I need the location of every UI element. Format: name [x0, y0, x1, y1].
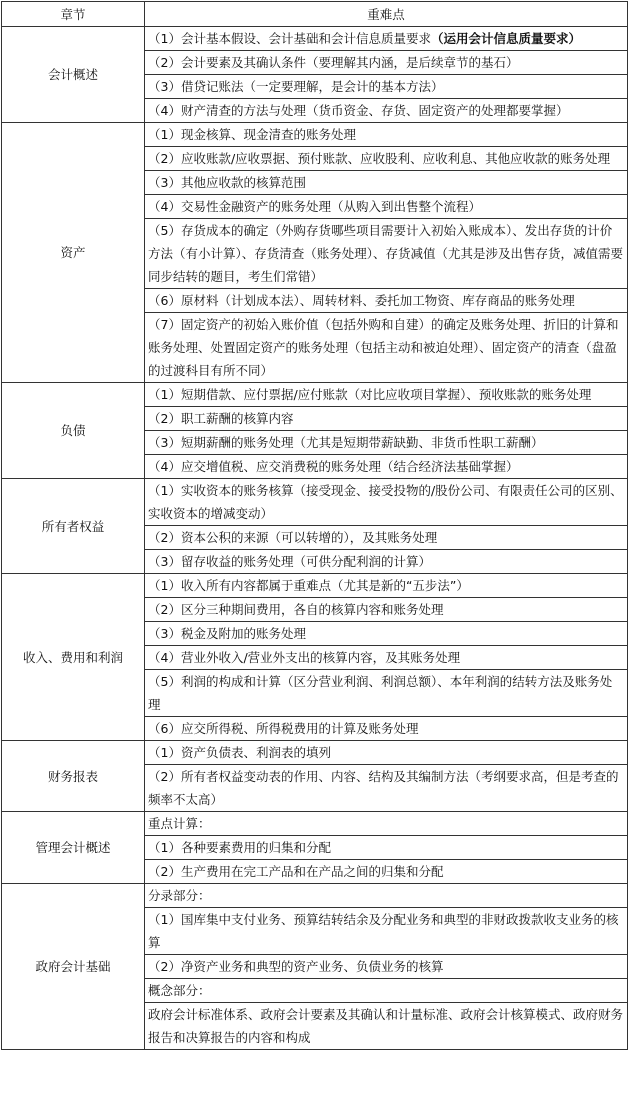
chapter-cell: 会计概述	[2, 27, 145, 123]
keypoint-cell: （4）应交增值税、应交消费税的账务处理（结合经济法基础掌握）	[145, 455, 628, 479]
chapter-cell: 政府会计基础	[2, 884, 145, 1050]
keypoint-cell: （2）资本公积的来源（可以转增的），及其账务处理	[145, 526, 628, 550]
keypoint-cell: （1）短期借款、应付票据/应付账款（对比应收项目掌握）、预收账款的账务处理	[145, 383, 628, 407]
table-row	[2, 123, 628, 147]
keypoint-cell: 政府会计标准体系、政府会计要素及其确认和计量标准、政府会计核算模式、政府财务报告和决算报告的内容和构成	[145, 1003, 628, 1050]
table-row	[2, 884, 628, 908]
keypoint-cell	[145, 27, 628, 51]
keypoint-cell: （2）应收账款/应收票据、预付账款、应收股利、应收利息、其他应收款的账务处理	[145, 147, 628, 171]
keypoint-cell: （1）国库集中支付业务、预算结转结余及分配业务和典型的非财政拨款收支业务的核算	[145, 908, 628, 955]
keypoint-cell: （3）留存收益的账务处理（可供分配利润的计算）	[145, 550, 628, 574]
keypoint-cell: 重点计算：	[145, 812, 628, 836]
keypoint-cell: （1）收入所有内容都属于重难点（尤其是新的“五步法”）	[145, 574, 628, 598]
chapter-cell: 所有者权益	[2, 479, 145, 574]
table-row	[2, 479, 628, 526]
header-keypoints: 重难点	[145, 2, 628, 27]
chapter-cell: 管理会计概述	[2, 812, 145, 884]
keypoints-table	[1, 1, 628, 1050]
keypoint-cell: （3）其他应收款的核算范围	[145, 171, 628, 195]
chapter-cell: 资产	[2, 123, 145, 383]
keypoint-cell: （3）借贷记账法（一定要理解，是会计的基本方法）	[145, 75, 628, 99]
keypoint-cell: （3）税金及附加的账务处理	[145, 622, 628, 646]
table-row	[2, 574, 628, 598]
keypoint-cell: （3）短期薪酬的账务处理（尤其是短期带薪缺勤、非货币性职工薪酬）	[145, 431, 628, 455]
keypoint-cell: （5）利润的构成和计算（区分营业利润、利润总额）、本年利润的结转方法及账务处理	[145, 670, 628, 717]
keypoint-cell: （4）财产清查的方法与处理（货币资金、存货、固定资产的处理都要掌握）	[145, 99, 628, 123]
keypoint-cell: （2）职工薪酬的核算内容	[145, 407, 628, 431]
table-row	[2, 383, 628, 407]
header-chapter: 章节	[2, 2, 145, 27]
keypoint-cell: （6）原材料（计划成本法）、周转材料、委托加工物资、库存商品的账务处理	[145, 289, 628, 313]
keypoint-cell: （2）区分三种期间费用，各自的核算内容和账务处理	[145, 598, 628, 622]
keypoint-cell: 概念部分：	[145, 979, 628, 1003]
keypoint-cell: （2）所有者权益变动表的作用、内容、结构及其编制方法（考纲要求高，但是考查的频率不太高）	[145, 765, 628, 812]
chapter-cell: 收入、费用和利润	[2, 574, 145, 741]
table-row	[2, 741, 628, 765]
keypoint-text: （1）会计基本假设、会计基础和会计信息质量要求	[148, 31, 431, 46]
keypoint-cell: 分录部分：	[145, 884, 628, 908]
keypoint-cell: （2）生产费用在完工产品和在产品之间的归集和分配	[145, 860, 628, 884]
keypoint-cell: （5）存货成本的确定（外购存货哪些项目需要计入初始入账成本）、发出存货的计价方法（有小计算）、存货清查（账务处理）、存货减值（尤其是涉及出售存货，减值需要同步结转的题目，考生们常错）	[145, 219, 628, 289]
keypoint-cell: （1）各种要素费用的归集和分配	[145, 836, 628, 860]
keypoint-emphasis: （运用会计信息质量要求）	[430, 31, 581, 46]
keypoint-cell: （4）营业外收入/营业外支出的核算内容，及其账务处理	[145, 646, 628, 670]
table-header-row	[2, 2, 628, 27]
keypoint-cell: （1）资产负债表、利润表的填列	[145, 741, 628, 765]
keypoint-cell: （1）实收资本的账务核算（接受现金、接受投物的/股份公司、有限责任公司的区别、实收资本的增减变动）	[145, 479, 628, 526]
table-row	[2, 27, 628, 51]
keypoint-cell: （2）会计要素及其确认条件（要理解其内涵，是后续章节的基石）	[145, 51, 628, 75]
keypoint-cell: （7）固定资产的初始入账价值（包括外购和自建）的确定及账务处理、折旧的计算和账务处理、处置固定资产的账务处理（包括主动和被迫处理）、固定资产的清查（盘盈的过渡科目有所不同）	[145, 313, 628, 383]
table-row	[2, 812, 628, 836]
chapter-cell: 负债	[2, 383, 145, 479]
keypoint-cell: （4）交易性金融资产的账务处理（从购入到出售整个流程）	[145, 195, 628, 219]
keypoint-cell: （1）现金核算、现金清查的账务处理	[145, 123, 628, 147]
keypoint-cell: （2）净资产业务和典型的资产业务、负债业务的核算	[145, 955, 628, 979]
keypoint-cell: （6）应交所得税、所得税费用的计算及账务处理	[145, 717, 628, 741]
chapter-cell: 财务报表	[2, 741, 145, 812]
